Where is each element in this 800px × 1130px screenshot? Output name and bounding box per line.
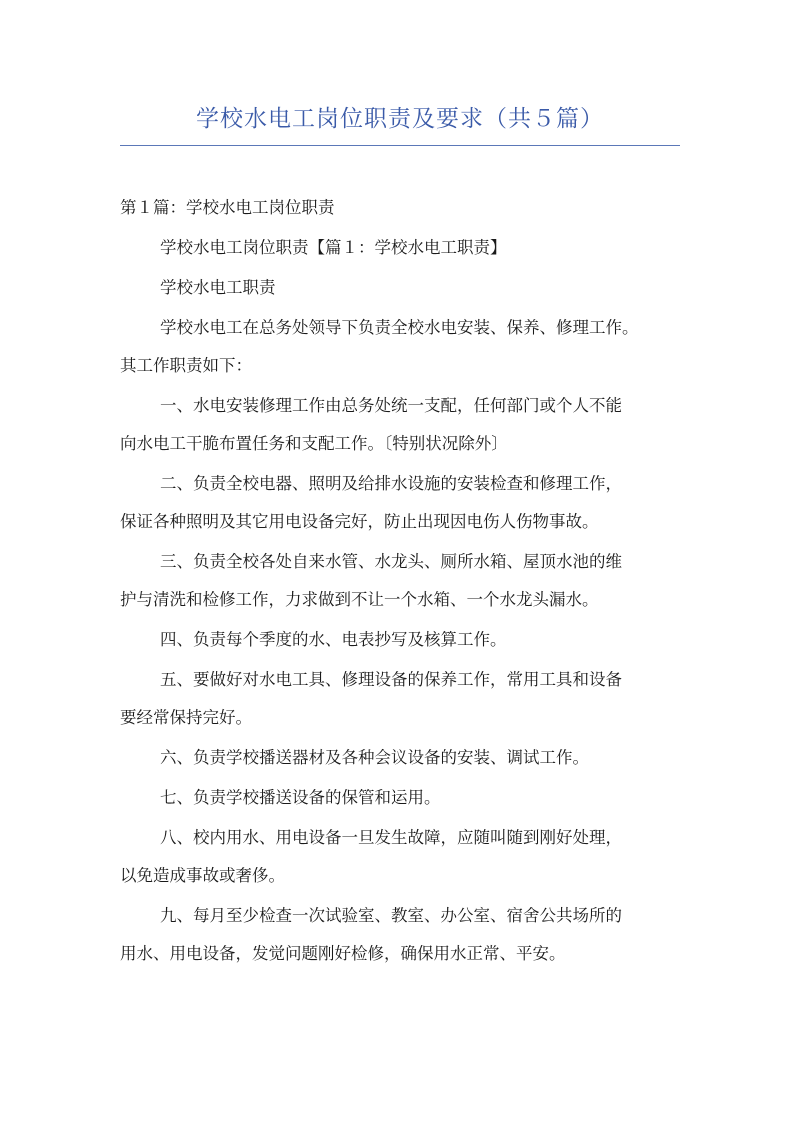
duty-line: 五、要做好对水电工具、修理设备的保养工作，常用工具和设备 <box>160 670 622 689</box>
duty-line: 向水电工干脆布置任务和支配工作。〔特别状况除外〕 <box>120 434 508 453</box>
duty-line: 用水、用电设备，发觉问题刚好检修，确保用水正常、平安。 <box>120 944 566 963</box>
duty-line: 四、负责每个季度的水、电表抄写及核算工作。 <box>160 630 507 649</box>
document-title: 学校水电工岗位职责及要求（共５篇） <box>196 106 604 132</box>
intro-paragraph <box>120 316 690 378</box>
duty-paragraph <box>120 550 690 612</box>
duty-line: 要经常保持完好。 <box>120 708 252 727</box>
duty-paragraph <box>120 746 690 770</box>
duty-paragraph <box>120 394 690 456</box>
duty-line: 八、校内用水、用电设备一旦发生故障，应随叫随到刚好处理， <box>160 828 622 847</box>
duty-paragraph <box>120 472 690 534</box>
duty-line: 一、水电安装修理工作由总务处统一支配，任何部门或个人不能 <box>160 396 622 415</box>
duty-paragraph <box>120 826 690 888</box>
intro-line: 其工作职责如下： <box>120 356 252 375</box>
duty-paragraph <box>120 786 690 810</box>
duty-line: 护与清洗和检修工作，力求做到不让一个水箱、一个水龙头漏水。 <box>120 590 599 609</box>
duty-line: 三、负责全校各处自来水管、水龙头、厕所水箱、屋顶水池的维 <box>160 552 622 571</box>
role-title: 学校水电工职责 <box>160 278 276 297</box>
duty-paragraph <box>120 668 690 730</box>
title-underline <box>120 145 680 146</box>
duty-paragraph <box>120 904 690 966</box>
duty-line: 二、负责全校电器、照明及给排水设施的安装检查和修理工作， <box>160 474 622 493</box>
subheading: 学校水电工岗位职责【篇１：学校水电工职责】 <box>160 238 507 257</box>
duty-line: 以免造成事故或奢侈。 <box>120 866 285 885</box>
duty-line: 保证各种照明及其它用电设备完好，防止出现因电伤人伤物事故。 <box>120 512 599 531</box>
duty-paragraph <box>120 628 690 652</box>
duty-line: 六、负责学校播送器材及各种会议设备的安装、调试工作。 <box>160 748 589 767</box>
section-heading: 第１篇：学校水电工岗位职责 <box>120 198 335 217</box>
document-body <box>120 196 690 966</box>
intro-line: 学校水电工在总务处领导下负责全校水电安装、保养、修理工作。 <box>160 318 639 337</box>
duty-line: 九、每月至少检查一次试验室、教室、办公室、宿舍公共场所的 <box>160 906 622 925</box>
duty-line: 七、负责学校播送设备的保管和运用。 <box>160 788 441 807</box>
